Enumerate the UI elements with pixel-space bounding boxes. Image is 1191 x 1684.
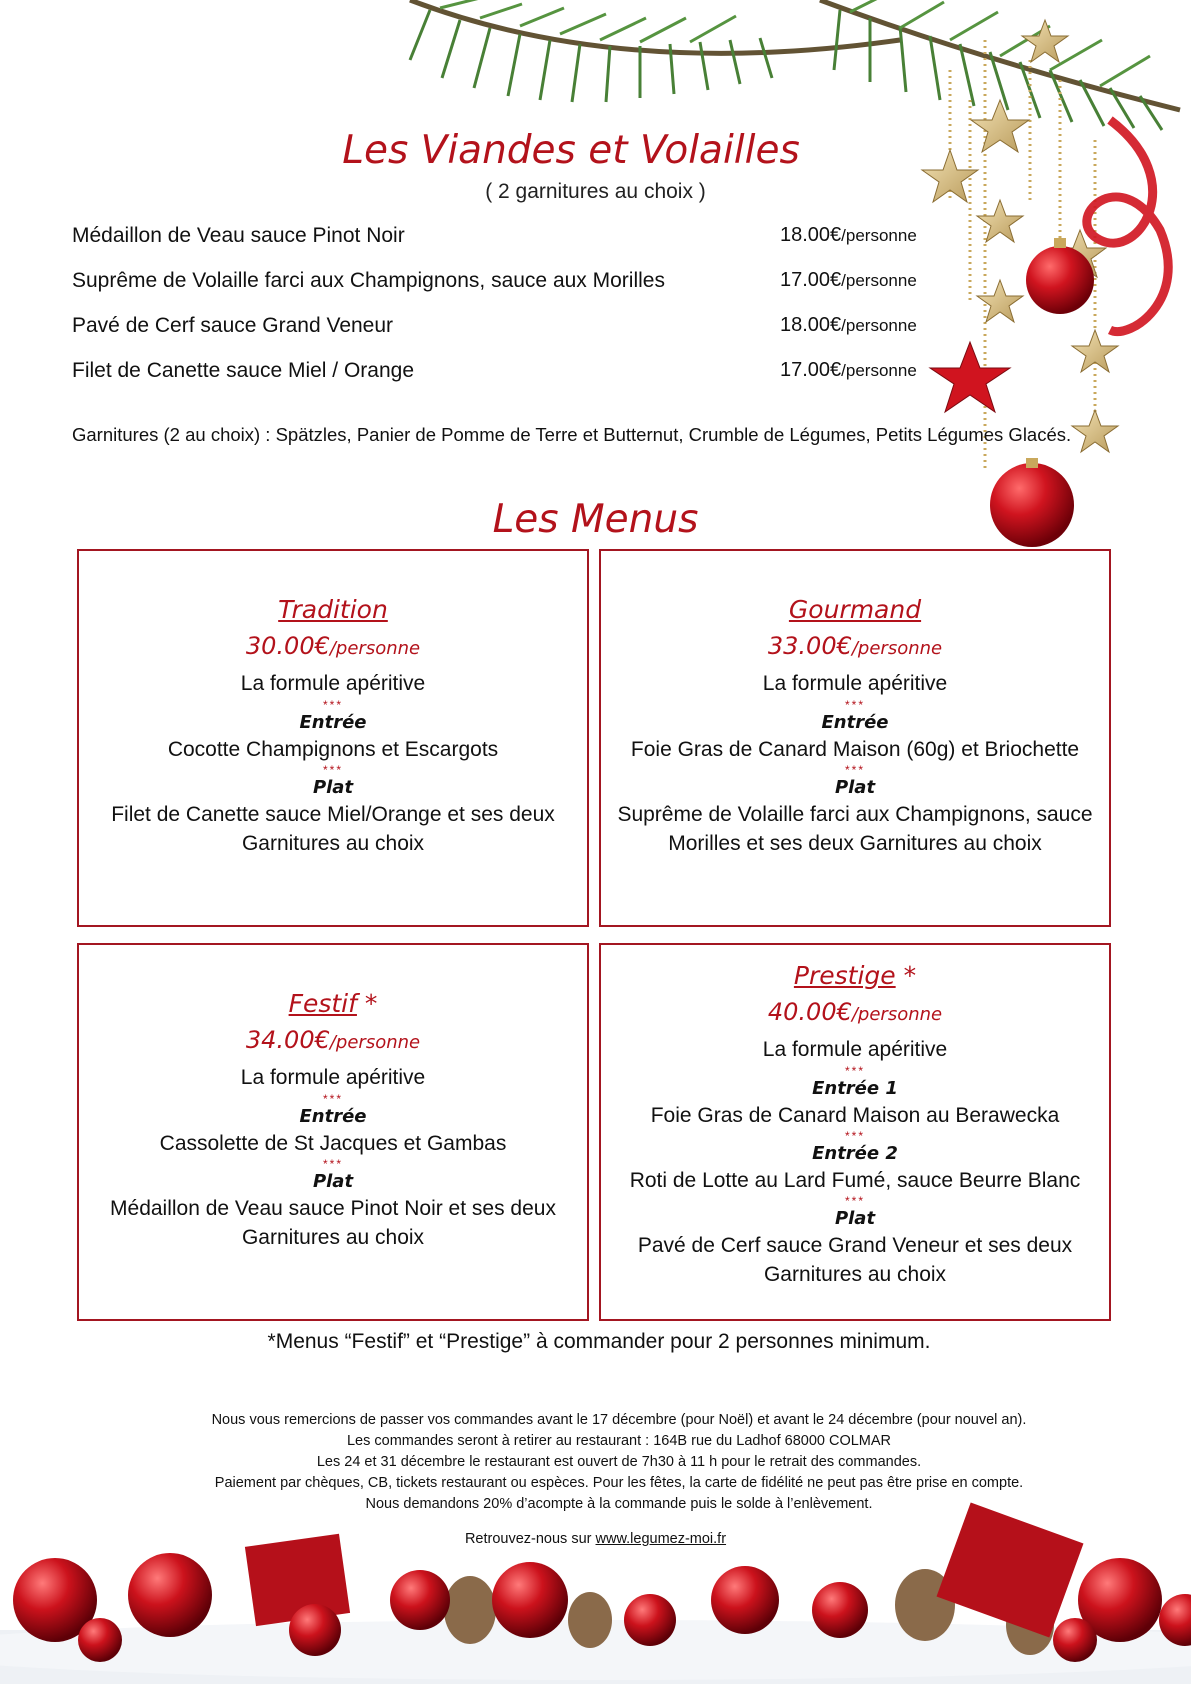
- course-dish: Foie Gras de Canard Maison (60g) et Briochette: [630, 738, 1080, 761]
- menu-card-tradition: [77, 549, 589, 927]
- menu-name-text: Festif: [288, 989, 357, 1018]
- menu-name-star: *: [895, 961, 917, 990]
- course-dish: Cassolette de St Jacques et Gambas: [159, 1132, 507, 1155]
- separator-stars: ***: [844, 1129, 865, 1143]
- meat-item-price-value: 17.00€: [780, 359, 842, 381]
- menu-name-star: *: [356, 989, 378, 1018]
- meat-item-price: [780, 359, 917, 382]
- website-link[interactable]: www.legumez-moi.fr: [595, 1531, 727, 1547]
- menu-price-unit: /personne: [851, 638, 943, 659]
- menu-price: [601, 629, 1109, 669]
- course-dish: Pavé de Cerf sauce Grand Veneur et ses deux Garnitures au choix: [637, 1234, 1073, 1286]
- course-dish: Roti de Lotte au Lard Fumé, sauce Beurre Blanc: [629, 1169, 1081, 1192]
- menu-name-text: Prestige: [793, 961, 896, 990]
- footer-line: Nous vous remercions de passer vos commandes avant le 17 décembre (pour Noël) et avant le 24 décembre (pour nouvel an).: [211, 1412, 1027, 1428]
- menu-card-prestige: [599, 943, 1111, 1321]
- meat-item-name: Filet de Canette sauce Miel / Orange: [72, 359, 415, 382]
- menu-name: [601, 591, 1109, 629]
- separator-stars: ***: [844, 763, 865, 777]
- course-label: Entrée: [821, 712, 889, 733]
- menus-section-title: Les Menus: [492, 497, 699, 542]
- course-label: Entrée: [299, 1106, 367, 1127]
- meat-item: [72, 269, 922, 299]
- footer-info: [0, 1410, 1191, 1515]
- meat-item-price-unit: /personne: [841, 361, 917, 380]
- course-dish: Suprême de Volaille farci aux Champignons, sauce Morilles et ses deux Garnitures au choix: [617, 803, 1093, 855]
- menu-price: [601, 995, 1109, 1035]
- garnitures-note: Garnitures (2 au choix) : Spätzles, Panier de Pomme de Terre et Butternut, Crumble de Légumes, Petits Légumes Glacés.: [72, 424, 1072, 445]
- meat-item-price: [780, 269, 917, 292]
- menu-price-value: 33.00€: [767, 632, 852, 660]
- course-label: Entrée: [299, 712, 367, 733]
- meat-item-name: Suprême de Volaille farci aux Champignons, sauce aux Morilles: [72, 269, 665, 292]
- footer-line: Paiement par chèques, CB, tickets restaurant ou espèces. Pour les fêtes, la carte de fidélité ne peut pas être prise en compte.: [214, 1475, 1024, 1491]
- menu-card-gourmand: [599, 549, 1111, 927]
- menu-price-value: 30.00€: [245, 632, 330, 660]
- footer-line: Les 24 et 31 décembre le restaurant est ouvert de 7h30 à 11 h pour le retrait des commandes.: [316, 1454, 922, 1470]
- separator-stars: ***: [844, 1064, 865, 1078]
- separator-stars: ***: [844, 1194, 865, 1208]
- menu-card-festif: [77, 943, 589, 1321]
- meat-item-name: Médaillon de Veau sauce Pinot Noir: [72, 224, 405, 247]
- menu-price-value: 40.00€: [767, 998, 852, 1026]
- meat-item: [72, 224, 922, 254]
- menu-aperitif: La formule apéritive: [762, 1038, 948, 1061]
- separator-stars: ***: [844, 698, 865, 712]
- menu-price: [79, 629, 587, 669]
- meat-item: [72, 314, 922, 344]
- menu-aperitif: La formule apéritive: [240, 672, 426, 695]
- course-label: Plat: [312, 1171, 354, 1192]
- menu-name: [601, 957, 1109, 995]
- separator-stars: ***: [322, 698, 343, 712]
- meat-item-price-value: 17.00€: [780, 269, 842, 291]
- meat-item-price-value: 18.00€: [780, 314, 842, 336]
- footer-line: Nous demandons 20% d’acompte à la commande puis le solde à l’enlèvement.: [365, 1496, 873, 1512]
- menu-aperitif: La formule apéritive: [762, 672, 948, 695]
- meat-item-name: Pavé de Cerf sauce Grand Veneur: [72, 314, 394, 337]
- menu-price: [79, 1023, 587, 1063]
- course-label: Plat: [834, 777, 876, 798]
- website-prefix: Retrouvez-nous sur: [464, 1531, 596, 1547]
- course-label: Entrée 1: [812, 1078, 898, 1099]
- minimum-order-note: *Menus “Festif” et “Prestige” à commander pour 2 personnes minimum.: [267, 1330, 931, 1353]
- meat-item: [72, 359, 922, 389]
- menu-price-unit: /personne: [851, 1004, 943, 1025]
- course-dish: Médaillon de Veau sauce Pinot Noir et ses deux Garnitures au choix: [110, 1197, 556, 1249]
- meat-item-price-unit: /personne: [841, 316, 917, 335]
- christmas-baubles-decoration: [0, 1500, 1191, 1684]
- menu-name-text: Gourmand: [788, 595, 922, 624]
- menu-name: [79, 591, 587, 629]
- meats-section-title: Les Viandes et Volailles: [342, 128, 800, 173]
- course-dish: Cocotte Champignons et Escargots: [167, 738, 499, 761]
- website-line: [0, 1531, 1191, 1547]
- menu-price-value: 34.00€: [245, 1026, 330, 1054]
- meat-item-price-value: 18.00€: [780, 224, 842, 246]
- separator-stars: ***: [322, 1157, 343, 1171]
- meat-item-price-unit: /personne: [841, 226, 917, 245]
- menu-name-text: Tradition: [278, 595, 388, 624]
- course-dish: Foie Gras de Canard Maison au Berawecka: [650, 1104, 1060, 1127]
- meat-item-price-unit: /personne: [841, 271, 917, 290]
- separator-stars: ***: [322, 763, 343, 777]
- separator-stars: ***: [322, 1092, 343, 1106]
- meat-item-price: [780, 314, 917, 337]
- menu-price-unit: /personne: [329, 638, 421, 659]
- course-label: Plat: [834, 1208, 876, 1229]
- footer-line: Les commandes seront à retirer au restaurant : 164B rue du Ladhof 68000 COLMAR: [346, 1433, 892, 1449]
- course-label: Plat: [312, 777, 354, 798]
- menu-name: [79, 985, 587, 1023]
- course-dish: Filet de Canette sauce Miel/Orange et ses deux Garnitures au choix: [111, 803, 555, 855]
- menu-price-unit: /personne: [329, 1032, 421, 1053]
- meat-item-price: [780, 224, 917, 247]
- course-label: Entrée 2: [812, 1143, 898, 1164]
- meats-subtitle: ( 2 garnitures au choix ): [485, 180, 706, 203]
- menu-aperitif: La formule apéritive: [240, 1066, 426, 1089]
